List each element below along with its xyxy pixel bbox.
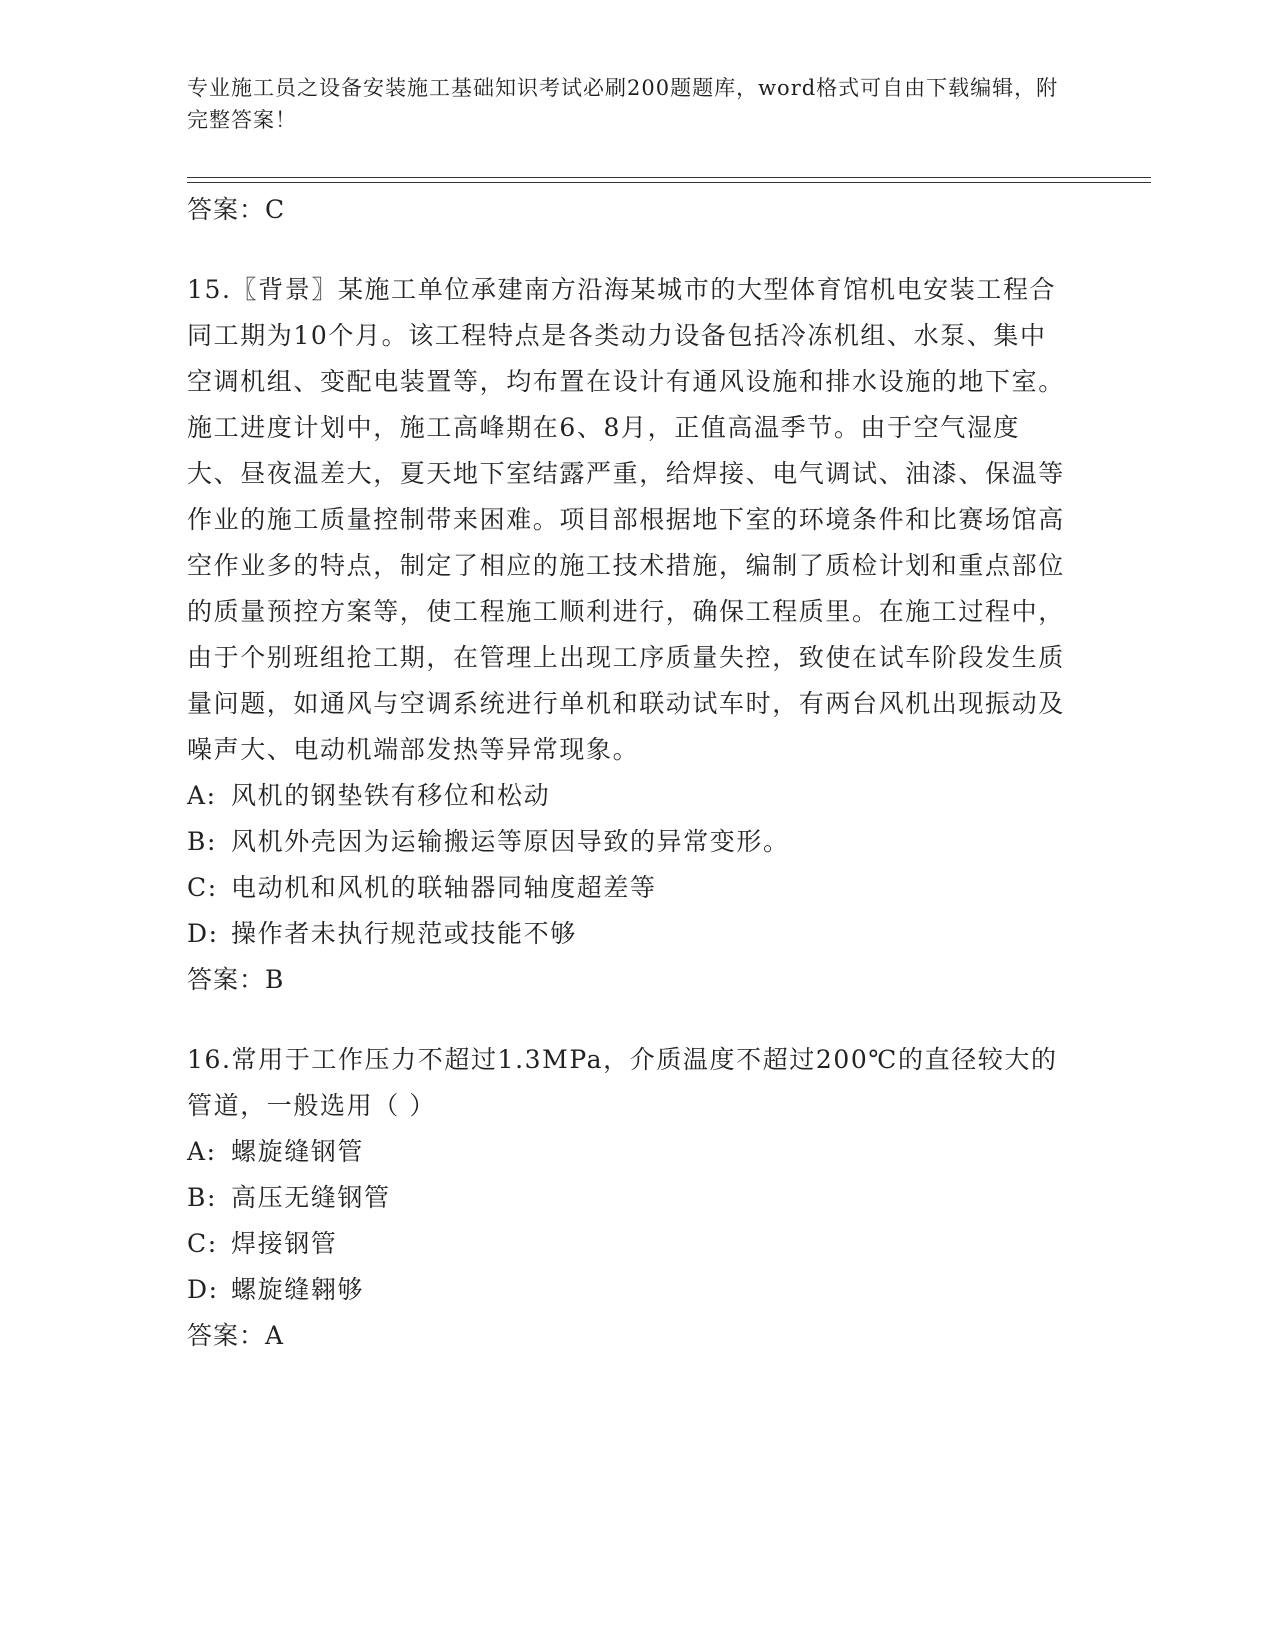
- spacer: [187, 1003, 1067, 1037]
- header-rule-top: [187, 177, 1151, 178]
- question-16-option-c: [187, 1221, 1067, 1267]
- option-text: 电动机和风机的联轴器同轴度超差等: [231, 873, 657, 902]
- option-letter: D:: [187, 1275, 219, 1304]
- option-text: 操作者未执行规范或技能不够: [231, 919, 577, 948]
- option-text: 风机外壳因为运输搬运等原因导致的异常变形。: [231, 827, 790, 856]
- option-text: 焊接钢管: [231, 1229, 338, 1258]
- option-text: 高压无缝钢管: [231, 1183, 391, 1212]
- question-16-text: 16.常用于工作压力不超过1.3MPa，介质温度不超过200℃的直径较大的管道，一般选用（ ）: [187, 1045, 1058, 1120]
- question-15-option-d: [187, 911, 1067, 957]
- question-15-option-a: [187, 773, 1067, 819]
- question-16-option-d: [187, 1267, 1067, 1313]
- question-16-option-a: [187, 1129, 1067, 1175]
- option-letter: A:: [187, 781, 217, 810]
- option-text: 风机的钢垫铁有移位和松动: [231, 781, 551, 810]
- option-text: 螺旋缝钢管: [231, 1137, 365, 1166]
- spacer: [187, 233, 1067, 267]
- question-16: [187, 1037, 1067, 1359]
- option-letter: C:: [187, 873, 218, 902]
- question-16-option-b: [187, 1175, 1067, 1221]
- question-15-option-b: [187, 819, 1067, 865]
- option-text: 螺旋缝翱够: [231, 1275, 365, 1304]
- answer-14: 答案：C: [187, 195, 286, 224]
- option-letter: A:: [187, 1137, 217, 1166]
- page-header: 专业施工员之设备安装施工基础知识考试必刷200题题库，word格式可自由下载编辑，附完整答案！: [187, 76, 1059, 132]
- question-15: [187, 267, 1067, 1003]
- answer-15: 答案：B: [187, 965, 285, 994]
- option-letter: B:: [187, 827, 217, 856]
- answer-16: 答案：A: [187, 1321, 285, 1350]
- question-15-text: 15.〖背景〗某施工单位承建南方沿海某城市的大型体育馆机电安装工程合同工期为10个月。该工程特点是各类动力设备包括冷冻机组、水泵、集中空调机组、变配电装置等，均布置在设计有通风设施和排水设施的地下室。施工进度计划中，施工高峰期在6、8月，正值高温季节。由于空气湿度大、昼夜温差大，夏天地下室结露严重，给焊接、电气调试、油漆、保温等作业的施工质量控制带来困难。项目部根据地下室的环境条件和比赛场馆高空作业多的特点，制定了相应的施工技术措施，编制了质检计划和重点部位的质量预控方案等，使工程施工顺利进行，确保工程质里。在施工过程中，由于个别班组抢工期，在管理上出现工序质量失控，致使在试车阶段发生质量问题，如通风与空调系统进行单机和联动试车时，有两台风机出现振动及噪声大、电动机端部发热等异常现象。: [187, 275, 1065, 764]
- question-15-option-c: [187, 865, 1067, 911]
- option-letter: B:: [187, 1183, 217, 1212]
- option-letter: D:: [187, 919, 219, 948]
- header-rule-bottom: [187, 182, 1151, 183]
- option-letter: C:: [187, 1229, 218, 1258]
- document-content: [187, 187, 1067, 1359]
